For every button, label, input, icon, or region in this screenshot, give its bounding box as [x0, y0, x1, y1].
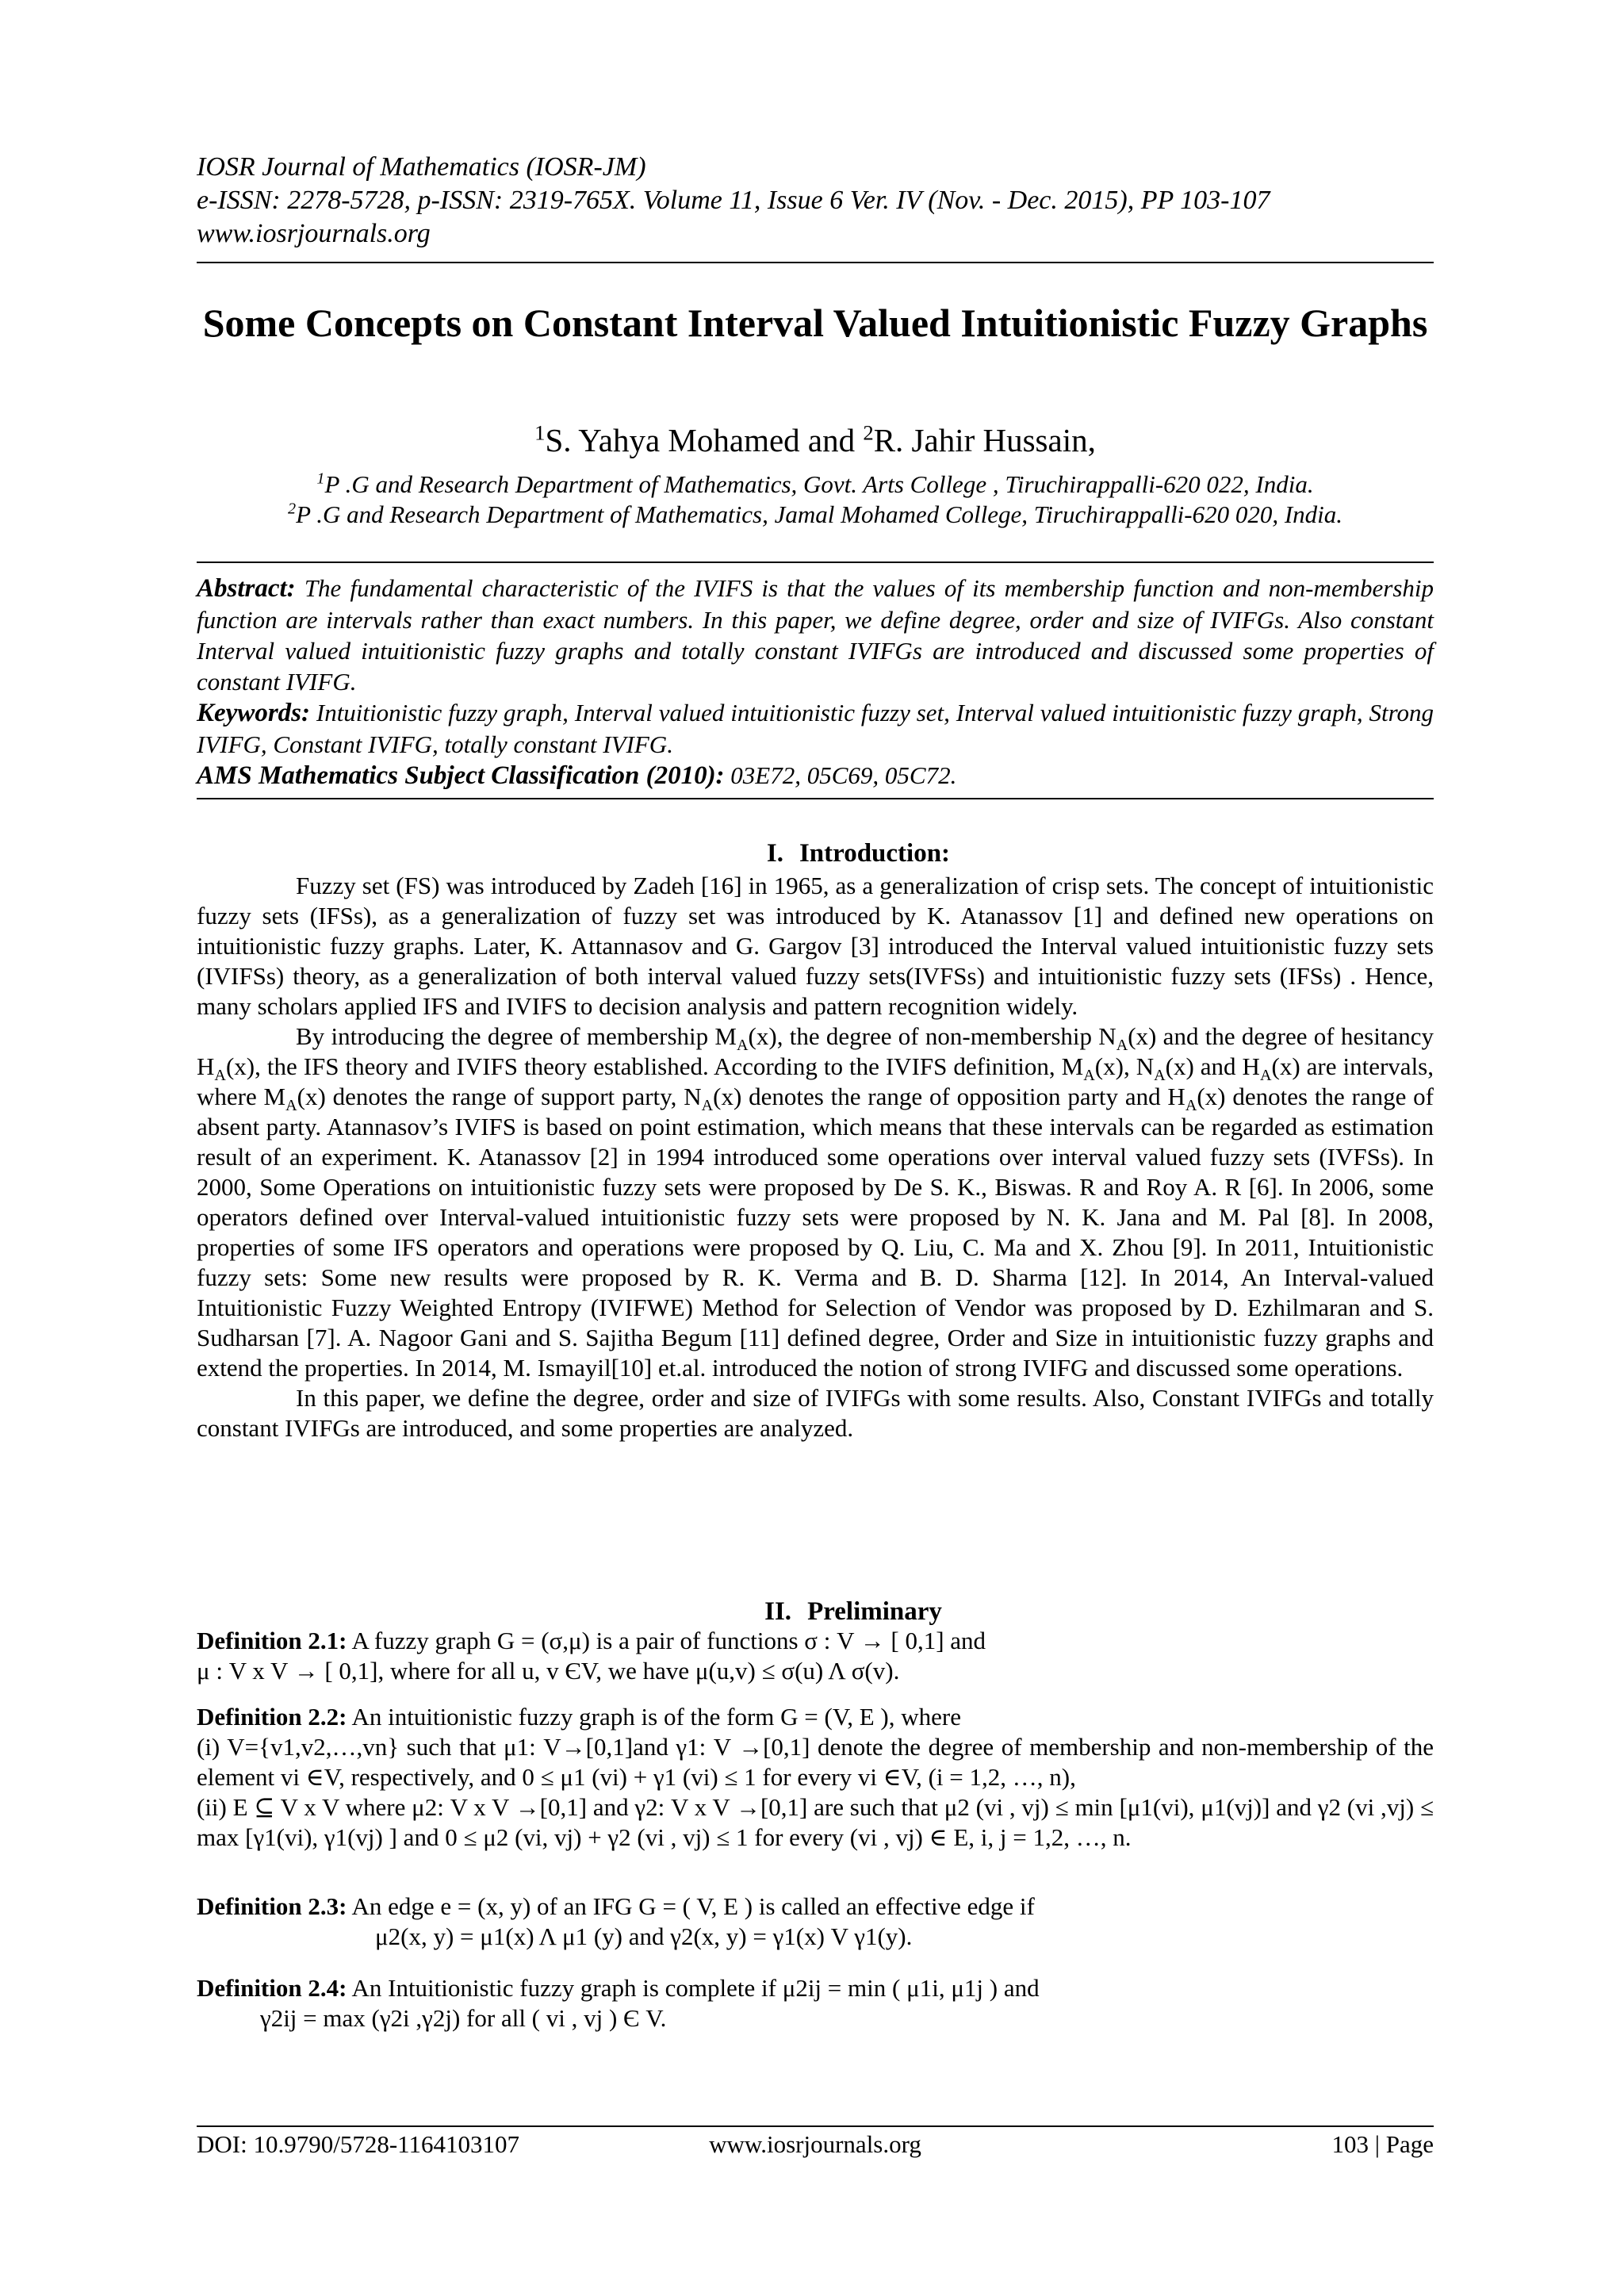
author-2: R. Jahir Hussain, [873, 422, 1096, 458]
section-2-heading [197, 1596, 1434, 1627]
abstract-block [197, 573, 1434, 792]
abstract-text: The fundamental characteristic of the IVIFS is that the values of its membership function and non-membership function are intervals rather than exact numbers. In this paper, we define degree, order and size of IVIFGs. Also constant Interval valued intuitionistic fuzzy graphs and totally constant IVIFGs are introduced and discussed some properties of constant IVIFG. [197, 574, 1434, 696]
footer-website[interactable]: www.iosrjournals.org [709, 2130, 921, 2158]
journal-header [197, 151, 1434, 251]
keywords [197, 697, 1434, 760]
definition-2-2-item-i: (i) V={v1,v2,…,vn} such that μ1: V→[0,1]and γ1: V →[0,1] denote the degree of membership and non-membership of the element vi ∈V, respectively, and 0 ≤ μ1 (vi) + γ1 (vi) ≤ 1 for every vi ∈V, (i = 1,2, …, n), [197, 1733, 1434, 1791]
intro-paragraph-2: By introducing the degree of membership $M_A(x)$, the degree of non-membership $N_A(x)$ and the degree of hesitancy $H_A(x)$, the IFS theory and IVIFS theory established. According to the IVIFS definition, $M_A(x)$, $N_A(x)$ and $H_A(x)$ are intervals, where $M_A(x)$ denotes the range of support party, $N_A(x)$ denotes the range of opposition party and $H_A(x)$ denotes the range of absent party. Atannasov’s IVIFS is based on point estimation, which means that these intervals can be regarded as estimation result of an experiment. K. Atanassov [2] in 1994 introduced some operations over interval valued fuzzy sets (IVFSs). In 2000, Some Operations on intuitionistic fuzzy sets were proposed by De S. K., Biswas. R and Roy A. R [6]. In 2006, some operators defined over Interval-valued intuitionistic fuzzy sets were proposed by N. K. Jana and M. Pal [8]. In 2008, properties of some IFS operators and operations were proposed by Q. Liu, C. Ma and X. Zhou [9]. In 2011, Intuitionistic fuzzy sets: Some new results were proposed by R. K. Verma and B. D. Sharma [12]. In 2014, An Interval-valued Intuitionistic Fuzzy Weighted Entropy (IVIFWE) Method for Selection of Vendor was proposed by D. Ezhilmaran and S. Sudharsan [7]. A. Nagoor Gani and S. Sajitha Begum [11] defined degree, Order and Size in intuitionistic fuzzy graphs and extend the properties. In 2014, M. Ismayil[10] et.al. introduced the notion of strong IVIFG and discussed some operations. [197, 1022, 1434, 1382]
section-2-number: II. [764, 1597, 792, 1626]
ams-label: AMS Mathematics Subject Classification (2010): [197, 761, 725, 790]
definition-2-1: Definition 2.1: A fuzzy graph G = (σ,μ) is a pair of functions σ : V → [ 0,1] and μ : V x V → [ 0,1], where for all u, v ЄV, we have μ(u,v) ≤ σ(u) Λ σ(v). [197, 1627, 986, 1685]
footer-doi: DOI: 10.9790/5728-1164103107 [197, 2130, 519, 2158]
abstract-label: Abstract: [197, 574, 296, 603]
section-2-title: Preliminary [807, 1597, 942, 1626]
affiliation-2: $^2$P .G and Research Department of Mathematics, Jamal Mohamed College, Tiruchirappalli-620 020, India. [288, 500, 1342, 528]
section-1-heading [197, 838, 1434, 869]
abstract-bottom-rule [197, 798, 1434, 799]
introduction-body [197, 871, 1434, 1443]
page-footer [197, 2129, 1434, 2160]
definition-2-2: Definition 2.2: An intuitionistic fuzzy graph is of the form G = (V, E ), where (i) V={v1,v2,…,vn} such that μ1: V→[0,1]and γ1: V →[0,1] denote the degree of membership and non-membership of the element vi ∈V, respectively, and 0 ≤ μ1 (vi) + γ1 (vi) ≤ 1 for every vi ∈V, (i = 1,2, …, n), (ii) E ⊆ V x V where μ2: V x V →[0,1] and γ2: V x V →[0,1] are such that μ2 (vi , vj) ≤ min [μ1(vi), μ1(vj)] and γ2 (vi ,vj) ≤ max [γ1(vi), γ1(vj) ] and 0 ≤ μ2 (vi, vj) + γ2 (vi , vj) ≤ 1 for every (vi , vj) ∈ E, i, j = 1,2, …, n. [197, 1703, 1434, 1851]
header-rule [197, 262, 1434, 263]
issn-line: e-ISSN: 2278-5728, p-ISSN: 2319-765X. Volume 11, Issue 6 Ver. IV (Nov. - Dec. 2015), PP 103-107 [197, 186, 1270, 215]
paper-title: Some Concepts on Constant Interval Valued Intuitionistic Fuzzy Graphs [202, 301, 1428, 345]
section-1-number: I. [766, 839, 783, 868]
definition-2-3: Definition 2.3: An edge e = (x, y) of an IFG G = ( V, E ) is called an effective edge if μ2(x, y) = μ1(x) Λ μ1 (y) and γ2(x, y) = γ1(x) V γ1(y). [197, 1892, 1035, 1950]
authors: $^1$S. Yahya Mohamed and $^2$R. Jahir Hussain, [534, 420, 1096, 458]
keywords-text: Intuitionistic fuzzy graph, Interval valued intuitionistic fuzzy set, Interval valued intuitionistic fuzzy graph, Strong IVIFG, Constant IVIFG, totally constant IVIFG. [197, 699, 1434, 758]
ams-classification [197, 760, 1434, 792]
abstract [197, 573, 1434, 697]
journal-website[interactable]: www.iosrjournals.org [197, 219, 431, 248]
affiliations [197, 470, 1434, 530]
intro-paragraph-1: Fuzzy set (FS) was introduced by Zadeh [16] in 1965, as a generalization of crisp sets. The concept of intuitionistic fuzzy sets (IFSs), as a generalization of fuzzy set was introduced by K. Atanassov [1] and defined new operations on intuitionistic fuzzy graphs. Later, K. Attannasov and G. Gargov [3] introduced the Interval valued intuitionistic fuzzy sets (IVIFSs) theory, as a generalization of both interval valued fuzzy sets(IVFSs) and intuitionistic fuzzy sets (IFSs) . Hence, many scholars applied IFS and IVIFS to decision analysis and pattern recognition widely. [197, 872, 1434, 1020]
author-1: S. Yahya Mohamed and [545, 422, 864, 458]
footer-rule [197, 2125, 1434, 2127]
keywords-label: Keywords: [197, 699, 310, 727]
abstract-top-rule [197, 562, 1434, 563]
journal-name: IOSR Journal of Mathematics (IOSR-JM) [197, 152, 646, 182]
intro-paragraph-3: In this paper, we define the degree, order and size of IVIFGs with some results. Also, Constant IVIFGs and totally constant IVIFGs are introduced, and some properties are analyzed. [197, 1384, 1434, 1442]
ams-text: 03E72, 05C69, 05C72. [724, 761, 957, 789]
section-1-title: Introduction: [799, 839, 951, 868]
affiliation-1: $^1$P .G and Research Department of Mathematics, Govt. Arts College , Tiruchirappalli-620 022, India. [316, 470, 1314, 498]
definition-2-4: Definition 2.4: An Intuitionistic fuzzy graph is complete if μ2ij = min ( μ1i, μ1j ) and γ2ij = max (γ2i ,γ2j) for all ( vi , vj ) Є V. [197, 1974, 1040, 2032]
definition-2-2-item-ii: (ii) E ⊆ V x V where μ2: V x V →[0,1] and γ2: V x V →[0,1] are such that μ2 (vi , vj) ≤ min [μ1(vi), μ1(vj)] and γ2 (vi ,vj) ≤ max [γ1(vi), γ1(vj) ] and 0 ≤ μ2 (vi, vj) + γ2 (vi , vj) ≤ 1 for every (vi , vj) ∈ E, i, j = 1,2, …, n. [197, 1793, 1434, 1851]
footer-page-number: 103 | Page [1331, 2130, 1434, 2158]
